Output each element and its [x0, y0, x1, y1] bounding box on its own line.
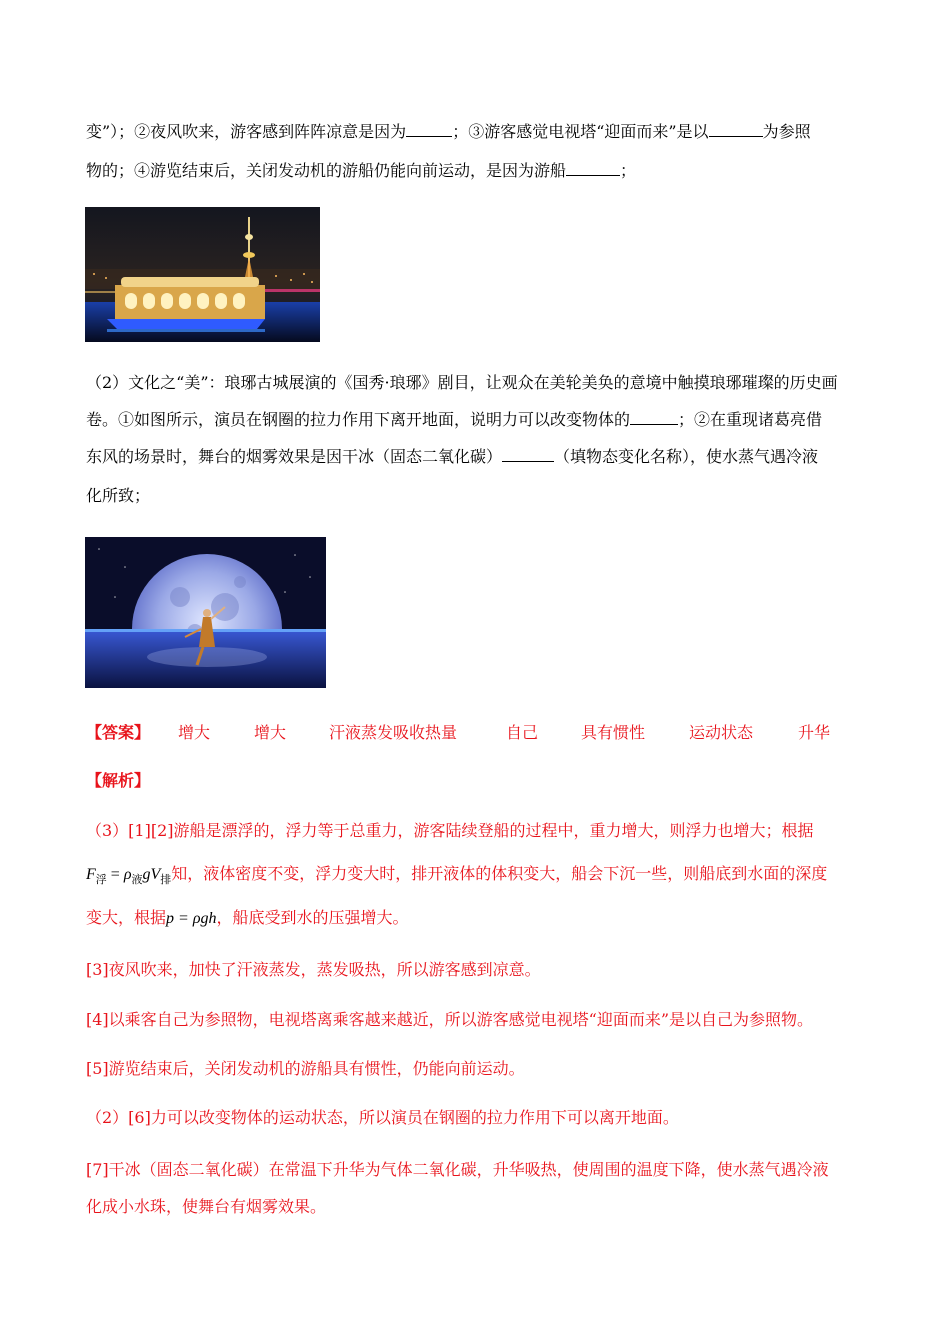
answer-item: 具有惯性	[581, 723, 646, 742]
answer-item: 增大	[254, 723, 287, 742]
answer-item: 运动状态	[689, 723, 754, 742]
answer-blank	[709, 122, 763, 137]
analysis-line: $F_浮 = \rho_液gV_排$知，液体密度不变，浮力变大时，排开液体的体积变大，船会下沉一些，则船底到水面的深度	[86, 864, 828, 886]
analysis-line: （2）[6]力可以改变物体的运动状态，所以演员在钢圈的拉力作用下可以离开地面。	[86, 1108, 679, 1127]
answer-item: 升华	[798, 723, 831, 742]
analysis-line: [7]干冰（固态二氧化碳）在常温下升华为气体二氧化碳，升华吸热，使周围的温度下降，使水蒸气遇冷液	[86, 1160, 829, 1179]
question-line: 物的；④游览结束后，关闭发动机的游船仍能向前运动，是因为游船 ；	[86, 161, 637, 180]
moon-stage-photo	[85, 537, 326, 688]
analysis-line: [4]以乘客自己为参照物，电视塔离乘客越来越近，所以游客感觉电视塔“迎面而来”是以自己为参照物。	[86, 1010, 814, 1029]
boat-tower-photo	[85, 207, 320, 342]
answer-item: 汗液蒸发吸收热量	[329, 723, 458, 742]
pressure-formula: p = ρgh	[166, 910, 217, 927]
analysis-line: [3]夜风吹来，加快了汗液蒸发，蒸发吸热，所以游客感到凉意。	[86, 960, 541, 979]
answer-blank	[406, 122, 452, 137]
answer-blank	[630, 410, 678, 425]
answer-blank	[566, 161, 620, 176]
buoyancy-formula: $F_浮 = \rho_液gV_排$	[86, 866, 172, 886]
answer-blank	[502, 447, 554, 462]
analysis-line: 变大，根据p = ρgh，船底受到水的压强增大。	[86, 908, 409, 927]
answer-item: 自己	[506, 723, 539, 742]
analysis-line: 化成小水珠，使舞台有烟雾效果。	[86, 1197, 327, 1216]
answer-row	[86, 720, 846, 742]
question-line: 变”）；②夜风吹来，游客感到阵阵凉意是因为 ；③游客感觉电视塔“迎面而来”是以 为参照	[86, 122, 811, 141]
analysis-label: 【解析】	[86, 771, 151, 790]
question-line: 卷。①如图所示，演员在钢圈的拉力作用下离开地面，说明力可以改变物体的 ；②在重现诸葛亮借	[86, 410, 823, 429]
analysis-line: [5]游览结束后，关闭发动机的游船具有惯性，仍能向前运动。	[86, 1059, 525, 1078]
question-line: （2）文化之“美”：琅琊古城展演的《国秀·琅琊》剧目，让观众在美轮美奂的意境中触摸琅琊璀璨的历史画	[86, 373, 838, 392]
question-line: 化所致；	[86, 486, 151, 505]
answer-item: 增大	[178, 723, 211, 742]
answer-label: 【答案】	[86, 723, 151, 742]
analysis-line: （3）[1][2]游船是漂浮的，浮力等于总重力，游客陆续登船的过程中，重力增大，则浮力也增大；根据	[86, 821, 814, 840]
question-line: 东风的场景时，舞台的烟雾效果是因干冰（固态二氧化碳） （填物态变化名称），使水蒸气遇冷液	[86, 447, 819, 466]
